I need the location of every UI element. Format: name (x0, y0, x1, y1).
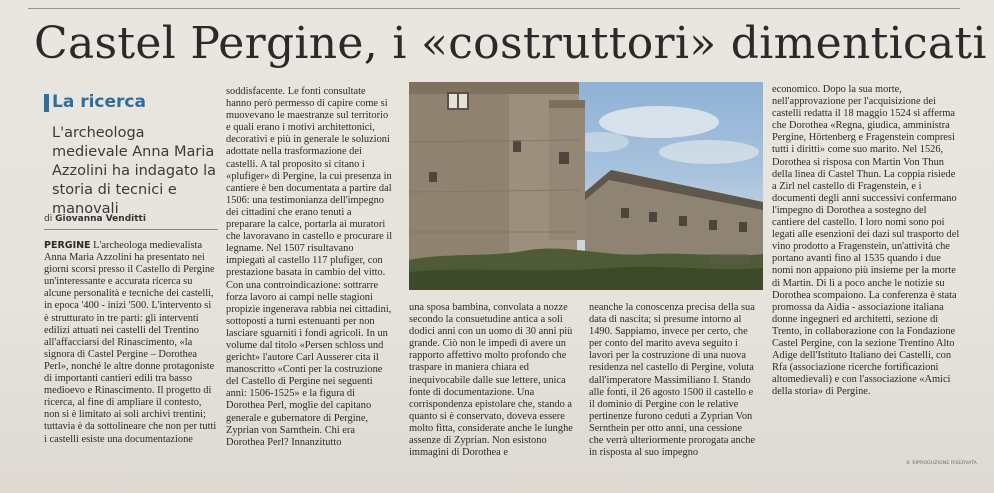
column-1-text: L'archeologa medievalista Anna Maria Azzolini ha presentato nei giorni scorsi presso il Castello di Pergine un'interessante e accurata ricerca su alcune personalità e tecniche dei castelli, in epoca '400 - inizi '500. L'intervento si è strutturato in tre parti: gli interventi edilizi attuati nei castelli del Trentino all'affacciarsi del Rinascimento, «la signora di Castel Pergine – Dorothea Perl», nonché le altre donne protagoniste di importanti cantieri edili tra basso medioevo e Rinascimento. Il progetto di ricerca, al fine di ampliare il contesto, non si è limitato ai soli archivi trentini; tuttavia è da sottolineare che non per tutti i castelli esiste una documentazione (44, 240, 217, 445)
standfirst: L'archeologa medievale Anna Maria Azzolini ha indagato la storia di tecnici e manovali (52, 125, 217, 217)
article-column-5 (772, 84, 960, 462)
castle-photo (409, 82, 763, 290)
castle-illustration (409, 82, 763, 290)
column-3-text: una sposa bambina, convolata a nozze secondo la consuetudine antica a soli dodici anni con un uomo di 30 anni più grande. Ciò non le impedì di avere un rapporto affettivo molto profondo che traspare in maniera chiara ed inequivocabile dalle sue lettere, unica fonte di documentazione. Una corrispondenza epistolare che, stando a quanto si è conservato, doveva essere molto fitta, considerate anche le lunghe assenze di Zyprian. Non esistono immagini di Dorothea e (409, 302, 573, 459)
byline-prefix: di (44, 214, 53, 224)
byline (44, 214, 218, 224)
headline: Castel Pergine, i «costruttori» dimenticati (34, 18, 987, 69)
byline-author: Giovanna Venditti (55, 214, 146, 224)
article-column-3 (409, 302, 574, 462)
article-column-4 (589, 302, 757, 462)
byline-rule (44, 229, 218, 230)
copyright-credit: © RIPRODUZIONE RISERVATA (906, 461, 977, 466)
dateline: PERGINE (44, 240, 91, 251)
column-5-text: economico. Dopo la sua morte, nell'approvazione per l'acquisizione dei castelli redatta il 18 maggio 1524 si afferma che Dorothea «Regna, giudica, amministra Pergine, Hörtenberg e Fragenstein compresi tutti i diritti» come suo marito. Nel 1526, Dorothea si risposa con Martin Von Thun della linea di Castel Thun. La coppia risiede a Zirl nel castello di Fragenstein, e i documenti degli anni successivi confermano l'impegno di Dorothea a sostegno del cantiere del castello. I loro nomi sono poi legati alle esenzioni dei dazi sul trasporto del vino prodotto a Fragenstein, un'attività che portano avanti fino al 1535 quando i due nomi non appaiono più insieme per la morte di Martin. Di lì a poco anche le notizie su Dorothea scompaiono. La conferenza è stata promossa da Aidia - associazione italiana donne ingegneri ed architetti, sezione di Trento, in collaborazione con la Fondazione Castel Pergine, con la sezione Trentino Alto Adige dell'Istituto Italiano dei Castelli, con Rfa (associazione ricerche fortificazioni altomedievali) e con l'associazione «Amici della storia» di Pergine. (772, 84, 960, 398)
sidebar-box (44, 92, 218, 219)
article-column-2 (226, 86, 393, 462)
top-rule (28, 8, 960, 9)
column-2-text: soddisfacente. Le fonti consultate hanno però permesso di capire come si muovevano le maestranze sul territorio e quali erano i motivi architettonici, decorativi e più in generale le soluzioni adottate nella trasformazione dei castelli. A tal proposito si citano i «plufiger» di Pergine, la cui presenza in cantiere è ben documentata a partire dal 1506: una testimonianza dell'impegno dei cittadini che erano tenuti a preparare la calce, portarla ai muratori che lavoravano in castello e procurare il legname. Nel 1507 risultavano impiegati al castello 117 plufiger, con prestazione basata in cambio del vitto. Con una controindicazione: sottrarre forza lavoro ai campi nelle stagioni propizie ingenerava rabbia nei cittadini, sottoposti a turni estenuanti per non lasciare sguarniti i fondi agricoli. In un volume dal titolo «Persen schloss und gericht» l'autore Carl Ausserer cita il manoscritto «Conti per la costruzione del Castello di Pergine nei seguenti anni: 1506-1525» e la figura di Dorothea Perl, moglie del capitano generale e gubernatore di Pergine, Zyprian von Sarnthein. Chi era Dorothea Perl? Innanzitutto (226, 86, 393, 448)
article-column-1 (44, 240, 218, 462)
kicker-bar (44, 94, 49, 112)
kicker: La ricerca (52, 92, 146, 112)
column-4-text: neanche la conoscenza precisa della sua data di nascita; si presume intorno al 1490. Sappiamo, invece per certo, che per conto del marito aveva seguito i lavori per la costruzione di una nuova residenza nel castello di Pergine, voluta dall'imperatore Massimiliano I. Stando alle fonti, il 26 agosto 1500 il castello e il dominio di Pergine con le relative pertinenze furono ceduti a Zyprian Von Sernthein per otto anni, una cessione che verrà ulteriormente prorogata anche in risposta al suo impegno (589, 302, 756, 459)
